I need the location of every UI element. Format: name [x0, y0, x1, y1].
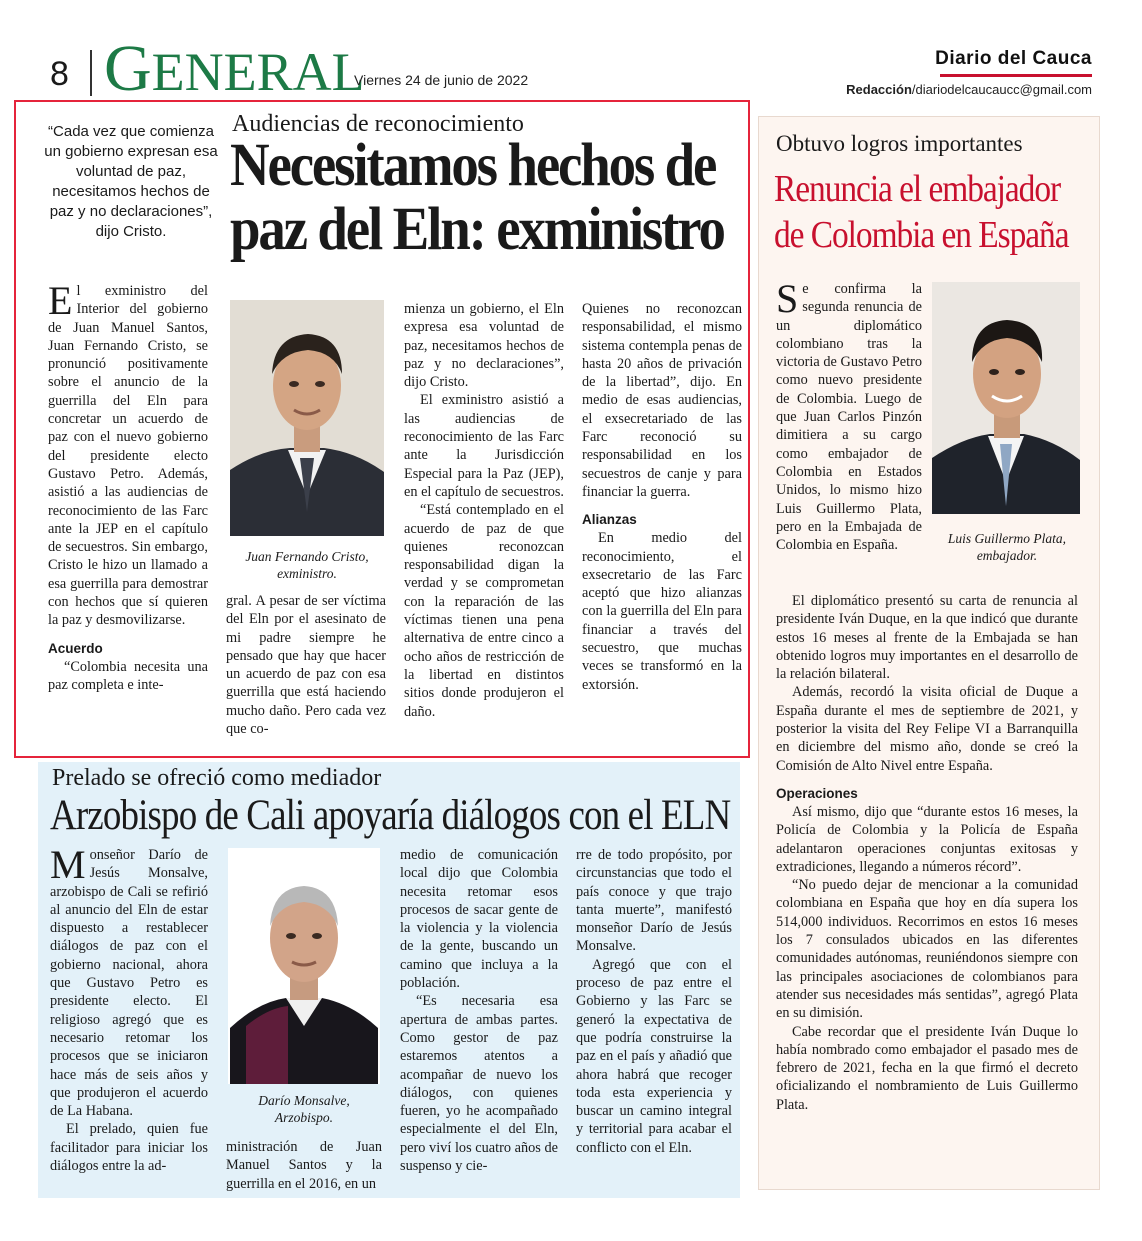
photo-caption-plata: Luis Guillermo Plata, embajador.: [947, 531, 1067, 563]
bottom-col4-paragraph-1: rre de todo propósito, por circunstancias que todo el país conoce y que trajo tanta muerte”, manifestó monseñor Darío de Jesús Monsalve.: [576, 847, 732, 955]
portrait-illustration: [230, 300, 384, 536]
bottom-story-column-3: [400, 846, 558, 1175]
sidebar-paragraph-6: Cabe recordar que el presidente Iván Duque lo había nombrado como embajador el pasado mes de febrero de 2021, fecha en la que firmó el decreto oficializando el nombramiento de Luis Guillermo Plata.: [776, 1023, 1078, 1113]
main-col3-paragraph-3: “Está contemplado en el acuerdo de paz de que quienes reconozcan responsabilidad digan la verdad y se comprometan con la reparación de las víctimas tienen una pena alternativa de entre cinco a ocho años de restricción de la libertad en distintos sitios donde produjeron el daño.: [404, 502, 564, 720]
sidebar-paragraph-2: El diplomático presentó su carta de renuncia al presidente Iván Duque, en la que indicó que durante estos 16 meses al frente de la Embajada se han obtenido logros muy importantes en el desarrollo de la relación bilateral.: [776, 593, 1078, 683]
sidebar-headline-line-2: de Colombia en España: [774, 214, 1069, 256]
sidebar-paragraph-4: Así mismo, dijo que “durante estos 16 meses, la Policía de Colombia y la Policía de España adelantaron operaciones conjuntas exitosas y extradiciones, llegando a números récord”.: [776, 803, 1078, 875]
drop-cap: E: [48, 278, 73, 323]
photo-luis-guillermo-plata: [932, 282, 1080, 514]
bottom-story-kicker: Prelado se ofreció como mediador: [52, 765, 382, 791]
main-col1-paragraph-1: El exministro del Interior del gobierno de Juan Manuel Santos, Juan Fernando Cristo, se pronunció positivamente sobre el anuncio de la guerrilla del Eln para concretar un acuerdo de paz con el nuevo gobierno del presidente electo Gustavo Petro. Además, asistió a las audiencias de reconocimiento de las Farc ante la JEP en el capítulo de secuestros. Sin embargo, Cristo le hizo un llamado a esa guerrilla para demostrar con hechos que sí quieren la paz y desmovilizarse.: [48, 278, 208, 629]
main-story-column-2: [226, 592, 386, 738]
main-col2-paragraph-1: gral. A pesar de ser víctima del Eln por el asesinato de mi padre siempre he pensado que hay que hacer un acuerdo de paz con esa guerrilla que está haciendo mucho daño. Pero cada vez que co-: [226, 593, 386, 738]
photo-caption-cristo: Juan Fernando Cristo, exministro.: [245, 549, 369, 581]
issue-date: Viernes 24 de junio de 2022: [354, 72, 529, 88]
photo-dario-monsalve: [228, 848, 380, 1084]
bottom-story-headline: Arzobispo de Cali apoyaría diálogos con el ELN: [50, 792, 731, 839]
main-story-column-1: [48, 278, 208, 694]
sidebar-paragraph-5: “No puedo dejar de mencionar a la comunidad colombiana en España que hoy en día supera los 514,000 individuos. Recorrimos en estos 16 meses los 7 consulados ubicados en las diferentes comunidades autónomas, reuniéndonos siempre con las principales asociaciones de colombianos para atender sus necesidades más sentidas”, agregó Plata en su dimisión.: [776, 877, 1078, 1022]
main-story-kicker: Audiencias de reconocimiento: [232, 111, 524, 137]
main-headline-line-2: paz del Eln: exministro: [230, 196, 724, 263]
main-col4-paragraph-1: Quienes no reconozcan responsabilidad, el mismo sistema contempla penas de hasta 20 años de privación de la libertad”, dijo. En medio de esas audiencias, el exsecretariado de las Farc reconoció su responsabilidad en los secuestros de canje y para financiar la guerra.: [582, 301, 742, 500]
header-divider: [90, 50, 92, 96]
bottom-col3-paragraph-1: medio de comunicación local dijo que Colombia necesita retomar esos procesos de sacar gente de la violencia y la violencia de la gente, buscando un camino que incluya a la población.: [400, 847, 558, 992]
sidebar-subhead-operaciones: Operaciones: [776, 785, 858, 801]
main-col3-paragraph-2: El exministro asistió a las audiencias de reconocimiento de las Farc ante la Jurisdicción Especial para la Paz (JEP), en el capítulo de secuestros.: [404, 392, 564, 500]
portrait-illustration: [932, 282, 1080, 514]
sidebar-story-kicker: Obtuvo logros importantes: [776, 131, 1023, 156]
sidebar-paragraph-3: Además, recordó la visita oficial de Duque a España durante el mes de septiembre de 2021, y posterior la visita del Rey Felipe VI a Barranquilla en diciembre del mismo año, donde se creó la Comisión de Alto Nivel entre España.: [776, 684, 1078, 774]
photo-caption-monsalve: Darío Monsalve, Arzobispo.: [258, 1093, 350, 1125]
bottom-col2-paragraph-1: ministración de Juan Manuel Santos y la guerrilla en el 2016, en un: [226, 1139, 382, 1192]
sidebar-headline-line-1: Renuncia el embajador: [774, 168, 1061, 210]
main-col3-paragraph-1: mienza un gobierno, el Eln expresa esa voluntad de paz, necesitamos hechos de paz y no declaraciones”, dijo Cristo.: [404, 301, 564, 391]
main-subhead-acuerdo: Acuerdo: [48, 640, 103, 656]
bottom-story-column-1: [50, 842, 208, 1175]
main-subhead-alianzas: Alianzas: [582, 512, 637, 528]
bottom-story-column-4: [576, 846, 732, 1157]
bottom-col4-paragraph-2: Agregó que con el proceso de paz entre el Gobierno y las Farc se generó la expectativa de que podría construirse la paz en el país y añadió que ahora habrá que recoger toda esta experiencia y buscar un camino integral y territorial para acabar el conflicto con el Eln.: [576, 956, 732, 1156]
pull-quote: “Cada vez que comienza un gobierno expresan esa voluntad de paz, necesitamos hechos de paz y no declaraciones”, dijo Cristo.: [44, 123, 218, 240]
sidebar-intro-column: [776, 276, 922, 554]
newspaper-masthead: Diario del Cauca: [935, 48, 1092, 69]
main-story-column-3: [404, 300, 564, 721]
sidebar-story-headline: [774, 166, 1069, 258]
bottom-col3-paragraph-2: “Es necesaria esa apertura de ambas partes. Como gestor de paz estaremos atentos a acompañar de nuevo los diálogos, con quienes fueren, yo he acompañado especialmente el del Eln, pero viví los cuatro años de suspenso y cie-: [400, 993, 558, 1175]
drop-cap: M: [50, 842, 86, 887]
portrait-illustration: [228, 848, 380, 1084]
main-story-headline: [230, 132, 724, 263]
sidebar-main-column: [776, 592, 1078, 1114]
main-col4-paragraph-2: En medio del reconocimiento, el exsecretario de las Farc aceptó que hizo alianzas con la guerrilla del Eln para financiar a través del secuestro, que muchas veces se transformó en la extorsión.: [582, 530, 742, 693]
page-number: 8: [50, 55, 69, 93]
main-story-column-4: [582, 300, 742, 694]
drop-cap: S: [776, 276, 799, 321]
contact-email: /diariodelcaucaucc@gmail.com: [911, 82, 1092, 97]
bottom-col1-paragraph-1: Monseñor Darío de Jesús Monsalve, arzobispo de Cali se refirió al anuncio del Eln de estar dispuesto a restablecer diálogos de paz con el gobierno nacional, ahora que Gustavo Petro es presidente electo. El religioso agregó que es necesario retomar los procesos que se iniciaron hace más de seis años y que produjeron el acuerdo de La Habana.: [50, 842, 208, 1120]
masthead-underline: [940, 74, 1092, 77]
main-headline-line-1: Necesitamos hechos de: [230, 132, 716, 199]
contact-label: Redacción: [846, 82, 912, 97]
bottom-col1-paragraph-2: El prelado, quien fue facilitador para iniciar los diálogos entre la ad-: [50, 1121, 208, 1175]
bottom-story-column-2: [226, 1138, 382, 1193]
sidebar-paragraph-1: Se confirma la segunda renuncia de un diplomático colombiano tras la victoria de Gustavo Petro como nuevo presidente de Colombia. Luego de que Juan Carlos Pinzón dimitiera a su cargo como embajador de Colombia en Estados Unidos, lo mismo hizo Luis Guillermo Plata, pero en la Embajada de Colombia en España.: [776, 276, 922, 554]
contact-line: [846, 82, 1092, 97]
photo-juan-fernando-cristo: [230, 300, 384, 536]
section-title: GENERAL: [104, 32, 365, 105]
main-col1-paragraph-2: “Colombia necesita una paz completa e inte-: [48, 658, 208, 693]
